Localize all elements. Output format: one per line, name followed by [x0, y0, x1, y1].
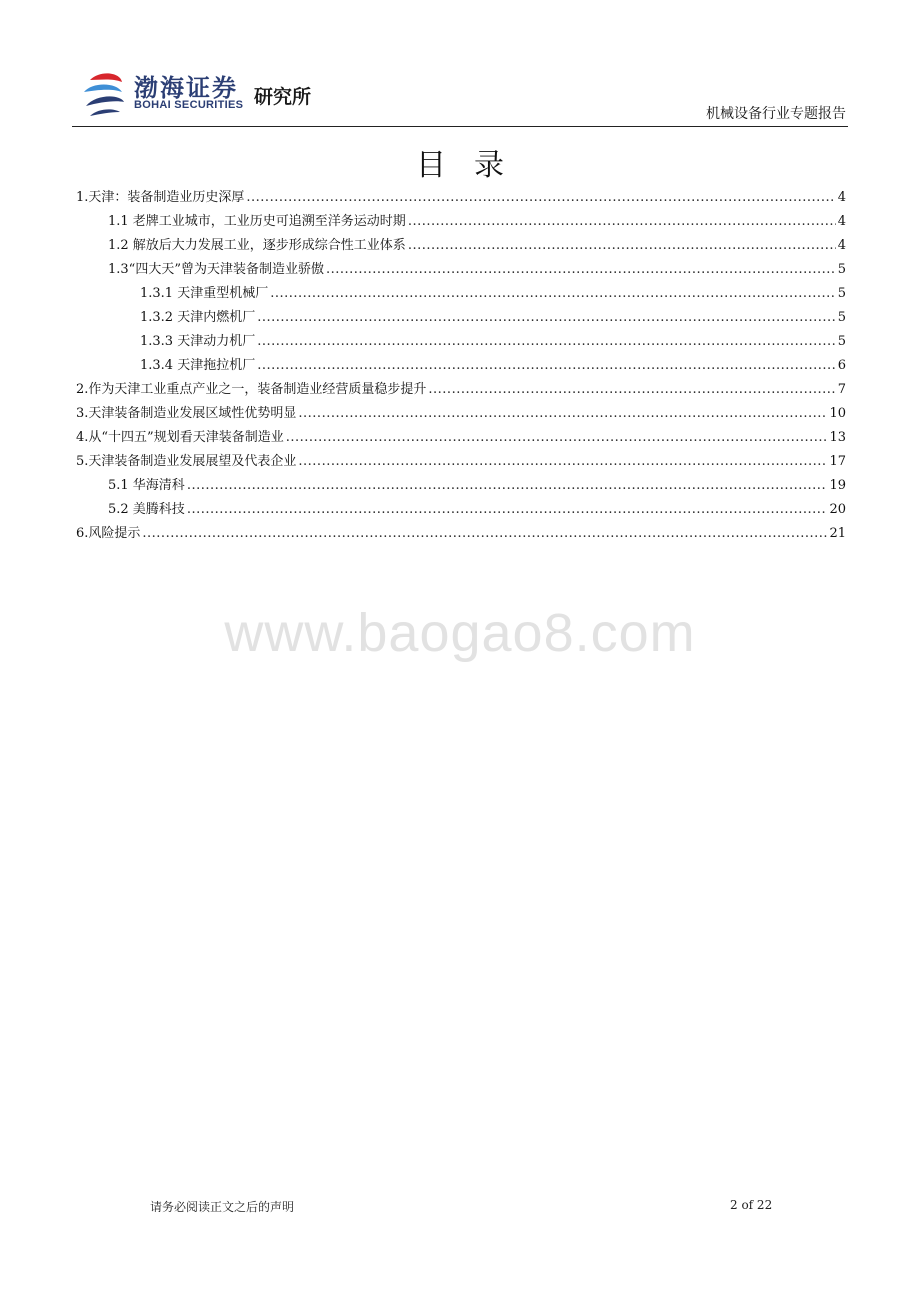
- toc-title: 目录: [416, 148, 532, 183]
- footer-disclaimer: 请务必阅读正文之后的声明: [150, 1200, 295, 1214]
- logo-english-name: BOHAI SECURITIES: [134, 99, 244, 111]
- toc-leader-dots: [142, 522, 827, 546]
- toc-entry-page: 5: [837, 334, 846, 349]
- toc-leader-dots: [187, 474, 828, 498]
- toc-entry-page: 5: [837, 286, 846, 301]
- watermark: www.baogao8.com: [224, 603, 696, 663]
- header-divider: [72, 126, 848, 127]
- toc-entry[interactable]: [76, 234, 846, 258]
- toc-leader-dots: [408, 234, 836, 258]
- toc-entry[interactable]: [76, 450, 846, 474]
- toc-entry-label: 1.3.4 天津拖拉机厂: [140, 358, 256, 373]
- toc-entry-label: 1.3.2 天津内燃机厂: [140, 310, 256, 325]
- toc-leader-dots: [428, 378, 835, 402]
- toc-leader-dots: [257, 354, 836, 378]
- toc-entry-page: 4: [837, 238, 846, 253]
- toc-entry-label: 1.3.3 天津动力机厂: [140, 334, 256, 349]
- toc-entry-label: 1.1 老牌工业城市，工业历史可追溯至洋务运动时期: [108, 214, 406, 229]
- toc-entry-label: 1.3.1 天津重型机械厂: [140, 286, 269, 301]
- toc-entry-page: 7: [837, 382, 846, 397]
- institute-label: 研究所: [254, 86, 312, 108]
- page-header: [72, 66, 848, 126]
- logo-chinese-name: 渤海证券: [134, 74, 238, 102]
- toc-leader-dots: [257, 330, 836, 354]
- toc-entry[interactable]: [76, 402, 846, 426]
- toc-entry-label: 1.3“四大天”曾为天津装备制造业骄傲: [108, 262, 324, 277]
- toc-entry-label: 3.天津装备制造业发展区域性优势明显: [76, 406, 297, 421]
- toc-entry-label: 5.2 美腾科技: [108, 502, 185, 517]
- toc-entry-label: 2.作为天津工业重点产业之一，装备制造业经营质量稳步提升: [76, 382, 427, 397]
- toc-entry-page: 10: [829, 406, 846, 421]
- toc-entry-page: 4: [837, 190, 846, 205]
- toc-entry[interactable]: [76, 498, 846, 522]
- toc-entry-page: 6: [837, 358, 846, 373]
- toc-leader-dots: [286, 426, 828, 450]
- toc-entry[interactable]: [76, 210, 846, 234]
- toc-entry-page: 21: [829, 526, 846, 541]
- toc-entry[interactable]: [76, 330, 846, 354]
- toc-entry-page: 19: [829, 478, 846, 493]
- report-type: 机械设备行业专题报告: [706, 106, 846, 122]
- toc-entry[interactable]: [76, 186, 846, 210]
- toc-entry-page: 13: [829, 430, 846, 445]
- toc-leader-dots: [298, 450, 827, 474]
- toc-entry-page: 20: [829, 502, 846, 517]
- toc-leader-dots: [270, 282, 836, 306]
- toc-leader-dots: [246, 186, 835, 210]
- toc-entry-page: 5: [837, 262, 846, 277]
- toc-leader-dots: [298, 402, 827, 426]
- toc-entry-label: 1.2 解放后大力发展工业，逐步形成综合性工业体系: [108, 238, 406, 253]
- toc-entry[interactable]: [76, 426, 846, 450]
- toc-entry[interactable]: [76, 258, 846, 282]
- toc-entry[interactable]: [76, 306, 846, 330]
- table-of-contents: [76, 186, 846, 546]
- toc-entry[interactable]: [76, 474, 846, 498]
- toc-leader-dots: [326, 258, 836, 282]
- toc-leader-dots: [408, 210, 836, 234]
- toc-entry-label: 4.从“十四五”规划看天津装备制造业: [76, 430, 284, 445]
- toc-leader-dots: [257, 306, 836, 330]
- toc-entry[interactable]: [76, 378, 846, 402]
- toc-entry-label: 1.天津：装备制造业历史深厚: [76, 190, 245, 205]
- toc-entry-page: 17: [829, 454, 846, 469]
- toc-leader-dots: [187, 498, 828, 522]
- toc-entry[interactable]: [76, 522, 846, 546]
- toc-entry-label: 5.1 华海清科: [108, 478, 185, 493]
- toc-entry[interactable]: [76, 354, 846, 378]
- bohai-logo-icon: [82, 70, 126, 118]
- toc-entry-label: 6.风险提示: [76, 526, 141, 541]
- page-indicator: 2 of 22: [730, 1198, 773, 1212]
- toc-entry-label: 5.天津装备制造业发展展望及代表企业: [76, 454, 297, 469]
- toc-entry-page: 4: [837, 214, 846, 229]
- toc-entry[interactable]: [76, 282, 846, 306]
- toc-entry-page: 5: [837, 310, 846, 325]
